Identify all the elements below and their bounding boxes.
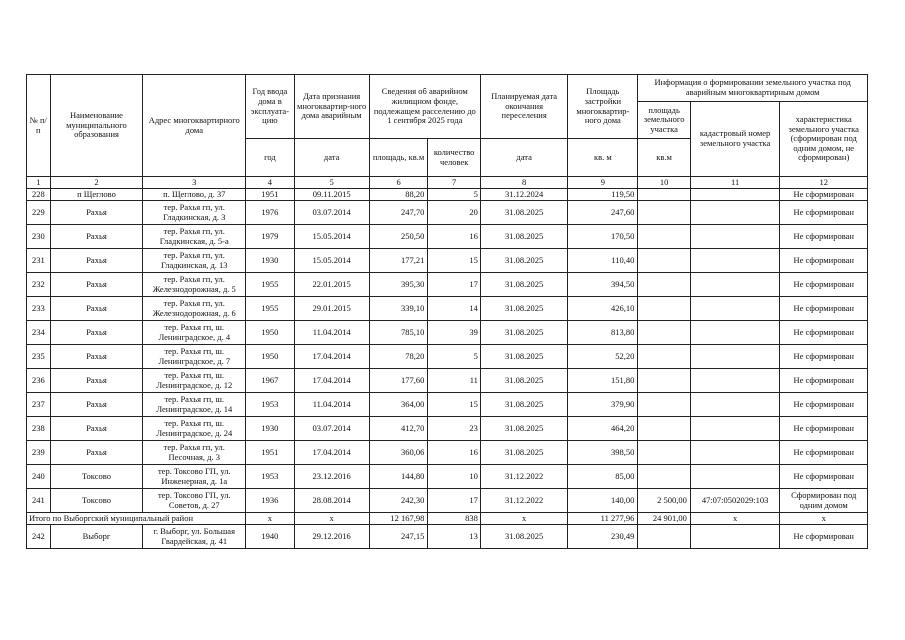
planned-date-cell: 31.08.2025 — [480, 297, 567, 321]
emergency-area-cell: 250,50 — [369, 225, 428, 249]
build-area-cell: 464,20 — [568, 417, 638, 441]
total-build-area: 11 277,96 — [568, 513, 638, 525]
municipality-cell: Рахья — [50, 249, 143, 273]
land-status-cell: Не сформирован — [780, 201, 868, 225]
municipality-cell: Рахья — [50, 273, 143, 297]
column-number: 8 — [480, 177, 567, 189]
row-number: 237 — [27, 393, 51, 417]
year-cell: 1951 — [246, 189, 294, 201]
build-area-cell: 170,50 — [568, 225, 638, 249]
table-row — [27, 189, 868, 201]
total-people: 838 — [428, 513, 480, 525]
recognition-date-cell: 11.04.2014 — [294, 393, 369, 417]
planned-date-cell: 31.08.2025 — [480, 345, 567, 369]
build-area-cell: 230,49 — [568, 525, 638, 549]
land-status-cell: Не сформирован — [780, 441, 868, 465]
row-number: 233 — [27, 297, 51, 321]
unit-land-sqm: кв.м — [638, 139, 690, 177]
people-count-cell: 10 — [428, 465, 480, 489]
year-cell: 1955 — [246, 297, 294, 321]
planned-date-cell: 31.08.2025 — [480, 441, 567, 465]
table-row — [27, 297, 868, 321]
column-number: 3 — [143, 177, 246, 189]
land-status-cell: Не сформирован — [780, 321, 868, 345]
address-cell: тер. Рахья гп, ш. Ленинградское, д. 7 — [143, 345, 246, 369]
land-status-cell: Не сформирован — [780, 465, 868, 489]
cadastral-cell — [690, 393, 780, 417]
land-status-cell: Не сформирован — [780, 189, 868, 201]
year-cell: 1967 — [246, 369, 294, 393]
header-cadastral: кадастровый номер земельного участка — [690, 102, 780, 177]
column-number: 2 — [50, 177, 143, 189]
row-number: 240 — [27, 465, 51, 489]
people-count-cell: 15 — [428, 393, 480, 417]
planned-date-cell: 31.08.2025 — [480, 273, 567, 297]
total-label: Итого по Выборгский муниципальный район — [27, 513, 246, 525]
emergency-area-cell: 247,70 — [369, 201, 428, 225]
header-municipality: Наименование муниципального образования — [50, 75, 143, 177]
recognition-date-cell: 03.07.2014 — [294, 201, 369, 225]
emergency-area-cell: 88,20 — [369, 189, 428, 201]
planned-date-cell: 31.12.2022 — [480, 465, 567, 489]
address-cell: п. Щеглово, д. 37 — [143, 189, 246, 201]
land-area-cell — [638, 393, 690, 417]
column-number: 6 — [369, 177, 428, 189]
people-count-cell: 23 — [428, 417, 480, 441]
municipality-cell: Рахья — [50, 297, 143, 321]
recognition-date-cell: 22.01.2015 — [294, 273, 369, 297]
address-cell: тер. Рахья гп, ул. Железнодорожная, д. 6 — [143, 297, 246, 321]
build-area-cell: 394,50 — [568, 273, 638, 297]
municipality-cell: Выборг — [50, 525, 143, 549]
build-area-cell: 85,00 — [568, 465, 638, 489]
planned-date-cell: 31.08.2025 — [480, 225, 567, 249]
header-address: Адрес многоквартирного дома — [143, 75, 246, 177]
recognition-date-cell: 29.12.2016 — [294, 525, 369, 549]
header-year: Год ввода дома в эксплуата-цию — [246, 75, 294, 139]
table-row — [27, 345, 868, 369]
land-area-cell — [638, 369, 690, 393]
land-area-cell — [638, 321, 690, 345]
row-number: 235 — [27, 345, 51, 369]
year-cell: 1979 — [246, 225, 294, 249]
planned-date-cell: 31.12.2024 — [480, 189, 567, 201]
planned-date-cell: 31.08.2025 — [480, 249, 567, 273]
table-row — [27, 369, 868, 393]
cadastral-cell — [690, 321, 780, 345]
header-emergency-info: Сведения об аварийном жилищном фонде, подлежащем расселению до 1 сентября 2025 года — [369, 75, 480, 139]
cadastral-cell — [690, 525, 780, 549]
build-area-cell: 140,00 — [568, 489, 638, 513]
recognition-date-cell: 23.12.2016 — [294, 465, 369, 489]
total-row — [27, 513, 868, 525]
table-row — [27, 393, 868, 417]
table-row — [27, 417, 868, 441]
build-area-cell: 151,80 — [568, 369, 638, 393]
recognition-date-cell: 28.08.2014 — [294, 489, 369, 513]
emergency-area-cell: 247,15 — [369, 525, 428, 549]
build-area-cell: 247,60 — [568, 201, 638, 225]
people-count-cell: 17 — [428, 273, 480, 297]
municipality-cell: Рахья — [50, 369, 143, 393]
emergency-area-cell: 360,06 — [369, 441, 428, 465]
cadastral-cell — [690, 417, 780, 441]
municipality-cell: Рахья — [50, 393, 143, 417]
cadastral-cell — [690, 369, 780, 393]
land-area-cell — [638, 201, 690, 225]
build-area-cell: 52,20 — [568, 345, 638, 369]
address-cell: тер. Токсово ГП, ул. Советов, д. 27 — [143, 489, 246, 513]
land-status-cell: Не сформирован — [780, 417, 868, 441]
people-count-cell: 5 — [428, 345, 480, 369]
recognition-date-cell: 03.07.2014 — [294, 417, 369, 441]
land-status-cell: Не сформирован — [780, 525, 868, 549]
land-status-cell: Не сформирован — [780, 249, 868, 273]
emergency-area-cell: 395,30 — [369, 273, 428, 297]
year-cell: 1930 — [246, 249, 294, 273]
address-cell: тер. Токсово ГП, ул. Инженерная, д. 1а — [143, 465, 246, 489]
emergency-area-cell: 339,10 — [369, 297, 428, 321]
total-cadastral: x — [690, 513, 780, 525]
unit-people: количество человек — [428, 139, 480, 177]
recognition-date-cell: 29.01.2015 — [294, 297, 369, 321]
document-sheet — [26, 74, 868, 549]
unit-year: год — [246, 139, 294, 177]
planned-date-cell: 31.08.2025 — [480, 369, 567, 393]
address-cell: тер. Рахья гп, ул. Песочная, д. 3 — [143, 441, 246, 465]
people-count-cell: 16 — [428, 441, 480, 465]
land-status-cell: Не сформирован — [780, 273, 868, 297]
land-area-cell — [638, 297, 690, 321]
recognition-date-cell: 17.04.2014 — [294, 441, 369, 465]
land-status-cell: Не сформирован — [780, 369, 868, 393]
address-cell: тер. Рахья гп, ш. Ленинградское, д. 24 — [143, 417, 246, 441]
recognition-date-cell: 09.11.2015 — [294, 189, 369, 201]
row-number: 236 — [27, 369, 51, 393]
year-cell: 1955 — [246, 273, 294, 297]
recognition-date-cell: 11.04.2014 — [294, 321, 369, 345]
people-count-cell: 17 — [428, 489, 480, 513]
land-area-cell — [638, 249, 690, 273]
municipality-cell: Рахья — [50, 441, 143, 465]
row-number: 229 — [27, 201, 51, 225]
unit-build-sqm: кв. м — [568, 139, 638, 177]
cadastral-cell — [690, 189, 780, 201]
table-body — [27, 177, 868, 549]
planned-date-cell: 31.08.2025 — [480, 321, 567, 345]
row-number: 228 — [27, 189, 51, 201]
planned-date-cell: 31.08.2025 — [480, 417, 567, 441]
municipality-cell: Рахья — [50, 201, 143, 225]
total-area: 12 167,98 — [369, 513, 428, 525]
municipality-cell: Рахья — [50, 225, 143, 249]
emergency-area-cell: 144,80 — [369, 465, 428, 489]
column-number: 5 — [294, 177, 369, 189]
year-cell: 1953 — [246, 465, 294, 489]
header-build-area: Площадь застройки многоквартир-ного дома — [568, 75, 638, 139]
cadastral-cell — [690, 273, 780, 297]
year-cell: 1936 — [246, 489, 294, 513]
row-number: 241 — [27, 489, 51, 513]
row-number: 238 — [27, 417, 51, 441]
municipality-cell: Рахья — [50, 345, 143, 369]
table-row — [27, 441, 868, 465]
cadastral-cell — [690, 225, 780, 249]
build-area-cell: 426,10 — [568, 297, 638, 321]
land-status-cell: Не сформирован — [780, 297, 868, 321]
land-status-cell: Не сформирован — [780, 225, 868, 249]
recognition-date-cell: 17.04.2014 — [294, 345, 369, 369]
land-area-cell — [638, 225, 690, 249]
address-cell: тер. Рахья гп, ш. Ленинградское, д. 4 — [143, 321, 246, 345]
cadastral-cell — [690, 201, 780, 225]
people-count-cell: 13 — [428, 525, 480, 549]
people-count-cell: 11 — [428, 369, 480, 393]
unit-area: площадь, кв.м — [369, 139, 428, 177]
municipality-cell: Токсово — [50, 465, 143, 489]
recognition-date-cell: 15.05.2014 — [294, 225, 369, 249]
recognition-date-cell: 17.04.2014 — [294, 369, 369, 393]
year-cell: 1953 — [246, 393, 294, 417]
land-status-cell: Не сформирован — [780, 345, 868, 369]
table-row — [27, 489, 868, 513]
header-recognition-date: Дата признания многоквартир-ного дома аварийным — [294, 75, 369, 139]
address-cell: тер. Рахья гп, ул. Гладкинская, д. 3 — [143, 201, 246, 225]
people-count-cell: 16 — [428, 225, 480, 249]
column-number: 11 — [690, 177, 780, 189]
header-land-area: площадь земельного участка — [638, 102, 690, 139]
row-number: 232 — [27, 273, 51, 297]
column-number: 10 — [638, 177, 690, 189]
year-cell: 1950 — [246, 321, 294, 345]
cadastral-cell — [690, 345, 780, 369]
header-no: № п/п — [27, 75, 51, 177]
cadastral-cell — [690, 465, 780, 489]
people-count-cell: 14 — [428, 297, 480, 321]
address-cell: тер. Рахья гп, ул. Гладкинская, д. 5-а — [143, 225, 246, 249]
land-area-cell: 2 500,00 — [638, 489, 690, 513]
people-count-cell: 39 — [428, 321, 480, 345]
column-numbers-row — [27, 177, 868, 189]
municipality-cell: п Щеглово — [50, 189, 143, 201]
land-area-cell — [638, 465, 690, 489]
emergency-area-cell: 364,00 — [369, 393, 428, 417]
people-count-cell: 20 — [428, 201, 480, 225]
row-number: 242 — [27, 525, 51, 549]
year-cell: 1976 — [246, 201, 294, 225]
emergency-area-cell: 177,60 — [369, 369, 428, 393]
row-number: 234 — [27, 321, 51, 345]
emergency-area-cell: 78,20 — [369, 345, 428, 369]
year-cell: 1940 — [246, 525, 294, 549]
column-number: 7 — [428, 177, 480, 189]
address-cell: тер. Рахья гп, ул. Железнодорожная, д. 5 — [143, 273, 246, 297]
land-area-cell — [638, 417, 690, 441]
total-year: x — [246, 513, 294, 525]
row-number: 231 — [27, 249, 51, 273]
build-area-cell: 379,90 — [568, 393, 638, 417]
build-area-cell: 110,40 — [568, 249, 638, 273]
people-count-cell: 5 — [428, 189, 480, 201]
land-area-cell — [638, 273, 690, 297]
recognition-date-cell: 15.05.2014 — [294, 249, 369, 273]
emergency-housing-table — [26, 74, 868, 549]
municipality-cell: Рахья — [50, 321, 143, 345]
land-area-cell — [638, 441, 690, 465]
build-area-cell: 398,50 — [568, 441, 638, 465]
address-cell: тер. Рахья гп, ш. Ленинградское, д. 14 — [143, 393, 246, 417]
cadastral-cell — [690, 249, 780, 273]
emergency-area-cell: 242,30 — [369, 489, 428, 513]
land-area-cell — [638, 525, 690, 549]
land-area-cell — [638, 189, 690, 201]
planned-date-cell: 31.12.2022 — [480, 489, 567, 513]
table-row — [27, 273, 868, 297]
address-cell: тер. Рахья гп, ш. Ленинградское, д. 12 — [143, 369, 246, 393]
build-area-cell: 119,50 — [568, 189, 638, 201]
header-planned-date: Планируемая дата окончания переселения — [480, 75, 567, 139]
land-status-cell: Сформирован под одним домом — [780, 489, 868, 513]
address-cell: г. Выборг, ул. Большая Гвардейская, д. 41 — [143, 525, 246, 549]
unit-date: дата — [294, 139, 369, 177]
land-area-cell — [638, 345, 690, 369]
year-cell: 1930 — [246, 417, 294, 441]
year-cell: 1950 — [246, 345, 294, 369]
row-number: 230 — [27, 225, 51, 249]
year-cell: 1951 — [246, 441, 294, 465]
planned-date-cell: 31.08.2025 — [480, 201, 567, 225]
planned-date-cell: 31.08.2025 — [480, 525, 567, 549]
emergency-area-cell: 177,21 — [369, 249, 428, 273]
header-land-char: характеристика земельного участка (сформирован под одним домом, не сформирован) — [780, 102, 868, 177]
planned-date-cell: 31.08.2025 — [480, 393, 567, 417]
column-number: 4 — [246, 177, 294, 189]
row-number: 239 — [27, 441, 51, 465]
municipality-cell: Рахья — [50, 417, 143, 441]
people-count-cell: 15 — [428, 249, 480, 273]
municipality-cell: Токсово — [50, 489, 143, 513]
land-status-cell: Не сформирован — [780, 393, 868, 417]
cadastral-cell — [690, 441, 780, 465]
emergency-area-cell: 785,10 — [369, 321, 428, 345]
cadastral-cell — [690, 297, 780, 321]
column-number: 9 — [568, 177, 638, 189]
total-land-area: 24 901,00 — [638, 513, 690, 525]
total-date: x — [294, 513, 369, 525]
emergency-area-cell: 412,70 — [369, 417, 428, 441]
unit-planned-date: дата — [480, 139, 567, 177]
table-row — [27, 201, 868, 225]
address-cell: тер. Рахья гп, ул. Гладкинская, д. 13 — [143, 249, 246, 273]
cadastral-cell: 47:07:0502029:103 — [690, 489, 780, 513]
total-plan: x — [480, 513, 567, 525]
total-status: x — [780, 513, 868, 525]
column-number: 12 — [780, 177, 868, 189]
table-row — [27, 525, 868, 549]
header-land-info: Информация о формировании земельного участка под аварийным многоквартирным домом — [638, 75, 868, 102]
column-number: 1 — [27, 177, 51, 189]
build-area-cell: 813,80 — [568, 321, 638, 345]
table-row — [27, 249, 868, 273]
table-row — [27, 321, 868, 345]
table-row — [27, 465, 868, 489]
table-row — [27, 225, 868, 249]
